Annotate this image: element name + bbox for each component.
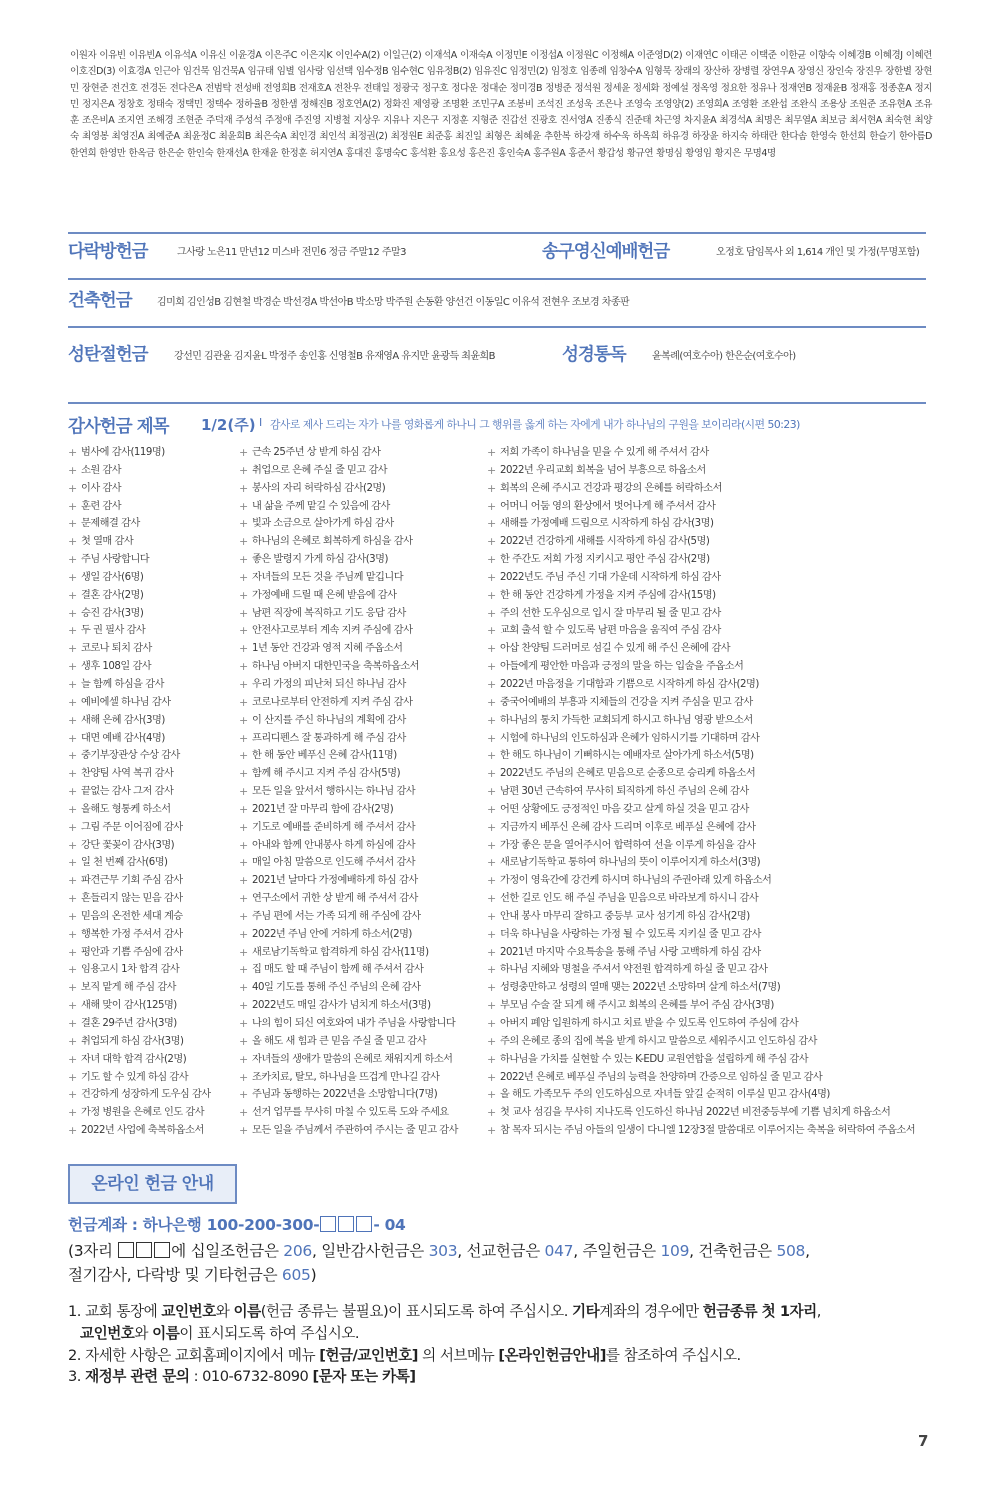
thanks-item: + 새해 맞이 감사(125명) [68,997,211,1015]
building-offering-title: 건축헌금 [68,291,132,311]
thanks-item: + 임용고시 1차 합격 감사 [68,961,211,979]
darakbang-offering-names: 그사랑 노은11 만년12 미스바 전민6 정금 주말12 주말3 [177,247,406,258]
building-label: , 건축헌금은 [689,1242,772,1260]
thanks-item: + 자녀들의 모든 것을 주님께 맡깁니다 [239,569,458,587]
note-segment: 교인번호 [80,1324,135,1342]
christmas-offering-names: 강선민 김관윤 김지윤L 박정주 송인홍 신영철B 유재영A 유지만 윤광득 최윤희B [174,351,495,362]
blank-box [118,1242,134,1258]
sunday-label: , 주일헌금은 [573,1242,656,1260]
thanks-item: + 자녀 대학 합격 감사(2명) [68,1051,211,1069]
thanks-list-col3 [487,444,915,1140]
thanks-item: + 안내 봉사 마무리 잘하고 중등부 교사 섬기게 하심 감사(2명) [487,908,915,926]
note-segment: : 010-6732-8090 [189,1368,313,1386]
thanks-verse: 감사로 제사 드리는 자가 나를 영화롭게 하나니 그 행위를 옳게 하는 자에게 내가 하나님의 구원을 보이리라(시편 50:23) [270,418,800,431]
thanks-list-col1 [68,444,211,1140]
thanks-item: + 한 주간도 저희 가정 지키시고 평안 주심 감사(2명) [487,551,915,569]
thanks-item: + 올 해도 새 힘과 큰 믿음 주실 줄 믿고 감사 [239,1033,458,1051]
thanks-item: + 코로나로부터 안전하게 지켜 주심 감사 [239,694,458,712]
thanks-item: + 모든 일을 앞서서 행하시는 하나님 감사 [239,783,458,801]
thanks-item: + 시험에 하나님의 인도하심과 은혜가 임하시기를 기대하며 감사 [487,730,915,748]
thanks-item: + 2021년 마지막 수요특송을 통해 주님 사랑 고백하게 하심 감사 [487,944,915,962]
thanks-item: + 2021년 날마다 가정예배하게 하심 감사 [239,872,458,890]
offering-account [68,1213,406,1235]
page-number: 7 [918,1432,929,1450]
thanks-item: + 부모님 수술 잘 되게 해 주시고 회복의 은혜를 부어 주심 감사(3명) [487,997,915,1015]
thanks-item: + 한 해도 하나님이 기뻐하시는 예배자로 살아가게 하소서(5명) [487,747,915,765]
note-segment: 의 서브메뉴 [417,1346,499,1364]
thanks-item: + 취업되게 하심 감사(3명) [68,1033,211,1051]
thanks-item: + 새해를 가정예배 드림으로 시작하게 하심 감사(3명) [487,515,915,533]
thanks-item: + 훈련 감사 [68,498,211,516]
thanks-item: + 올 해도 가족모두 주의 인도하심으로 자녀들 앞길 순적히 이루실 믿고 감사(4명) [487,1086,915,1104]
songgu-offering-text: 오정호 담임목사 외 1,614 개인 및 가정(무명포함) [716,247,920,258]
blank-box [338,1216,354,1232]
thanks-item: + 가정이 영육간에 강건케 하시며 하나님의 주권아래 있게 하옵소서 [487,872,915,890]
thanks-item: + 2022년도 매일 감사가 넘치게 하소서(3명) [239,997,458,1015]
thanks-item: + 아내와 함께 안내봉사 하게 하심에 감사 [239,837,458,855]
thanks-item: + 중기부장관상 수상 감사 [68,747,211,765]
thanks-item: + 찬양팀 사역 복귀 감사 [68,765,211,783]
thanks-item: + 새로남기독학교 합격하게 하심 감사(11명) [239,944,458,962]
thanks-item: + 범사에 감사(119명) [68,444,211,462]
thanks-item: + 아버지 폐암 입원하게 하시고 치료 받을 수 있도록 인도하여 주심에 감사 [487,1015,915,1033]
thanks-list-col2 [239,444,458,1140]
note-segment: [온라인헌금안내] [498,1346,606,1364]
divider [68,326,926,328]
thanks-item: + 생일 감사(6명) [68,569,211,587]
thanks-item: + 40일 기도를 통해 주신 주님의 은혜 감사 [239,979,458,997]
note-segment: [문자 또는 카톡] [312,1368,416,1386]
thanks-item: + 집 매도 할 때 주님이 함께 해 주셔서 감사 [239,961,458,979]
thanks-item: + 끝없는 감사 그저 감사 [68,783,211,801]
songgu-offering-title: 송구영신예배헌금 [542,242,670,262]
account-suffix: - 04 [373,1216,406,1234]
thanks-item: + 연구소에서 귀한 상 받게 해 주셔서 감사 [239,890,458,908]
thanks-item: + 조카치료, 탈모, 하나님을 뜨겁게 만나길 감사 [239,1069,458,1087]
note-line [68,1323,938,1345]
thanks-item: + 가정 병원을 은혜로 인도 감사 [68,1104,211,1122]
thanks-item: + 회복의 은혜 주시고 건강과 평강의 은혜를 허락하소서 [487,480,915,498]
thanks-item: + 아삽 찬양팀 드러머로 섬길 수 있게 해 주신 은혜에 감사 [487,640,915,658]
codes-mid: 에 십일조헌금은 [171,1242,279,1260]
thanks-item: + 한 해 동안 베푸신 은혜 감사(11명) [239,747,458,765]
thanks-item: + 결혼 감사(2명) [68,587,211,605]
thanks-item: + 함께 해 주시고 지켜 주심 감사(5명) [239,765,458,783]
note-segment: 재정부 관련 문의 [85,1368,190,1386]
building-offering-names: 김미희 김인성B 김현철 박경순 박선경A 박선아B 박소망 박주원 손동환 양선건 이동일C 이유석 전현우 조보경 차종판 [157,297,630,308]
blank-box [356,1216,372,1232]
thanks-item: + 주의 선한 도우심으로 입시 잘 마무리 될 줄 믿고 감사 [487,605,915,623]
thanks-item: + 예비에셀 하나님 감사 [68,694,211,712]
thanks-item: + 새해 은혜 감사(3명) [68,712,211,730]
thanks-item: + 프리디펜스 잘 통과하게 해 주심 감사 [239,730,458,748]
thanks-item: + 믿음의 온전한 세대 계승 [68,908,211,926]
note-segment: 헌금종류 첫 1자리 [702,1303,817,1320]
thanks-item: + 올해도 형통케 하소서 [68,801,211,819]
thanks-item: + 첫 교사 섬김을 무사히 지나도록 인도하신 하나님 2022년 비전중등부에 기쁨 넘치게 하옵소서 [487,1104,915,1122]
thanks-item: + 평안과 기쁨 주심에 감사 [68,944,211,962]
thanks-item: + 하나님을 가치를 실현할 수 있는 K-EDU 교원연합을 설립하게 해 주심 감사 [487,1051,915,1069]
thanks-item: + 대면 예배 감사(4명) [68,730,211,748]
thanks-item: + 어머니 어둠 영의 환상에서 벗어나게 해 주셔서 감사 [487,498,915,516]
tithe-code: 206 [283,1242,312,1260]
thanks-offering-date: 1/2(주) [201,416,256,434]
thanks-item: + 2022년 우리교회 회복을 넘어 부흥으로 하옵소서 [487,462,915,480]
thanks-item: + 남편 30년 근속하여 무사히 퇴직하게 하신 주님의 은혜 감사 [487,783,915,801]
thanks-item: + 결혼 29주년 감사(3명) [68,1015,211,1033]
thanks-item: + 코로나 퇴치 감사 [68,640,211,658]
note-segment: , [816,1303,821,1320]
note-segment: 를 참조하여 주십시오. [605,1346,741,1364]
thanks-item: + 주님 사랑합니다 [68,551,211,569]
thanks-item: + 기도 할 수 있게 하심 감사 [68,1069,211,1087]
thanks-item: + 파견근무 기회 주심 감사 [68,872,211,890]
note-segment: (헌금 종류는 불필요)이 표시되도록 하여 주십시오. [260,1303,573,1320]
thanks-item: + 행복한 가정 주셔서 감사 [68,926,211,944]
online-offering-box: 온라인 헌금 안내 [68,1164,237,1204]
thanks-item: + 저희 가족이 하나님을 믿을 수 있게 해 주셔서 감사 [487,444,915,462]
thanks-item: + 중국어예배의 부흥과 지체들의 건강을 지켜 주심을 믿고 감사 [487,694,915,712]
thanks-item: + 문제해결 감사 [68,515,211,533]
thanks-item: + 보직 맡게 해 주심 감사 [68,979,211,997]
thanks-item: + 어떤 상황에도 긍정적인 마음 갖고 살게 하실 것을 믿고 감사 [487,801,915,819]
thanks-item: + 기도로 예배를 준비하게 해 주셔서 감사 [239,819,458,837]
divider [68,402,926,404]
thanks-item: + 일 천 번째 감사(6명) [68,854,211,872]
note-segment: 3. [68,1368,86,1386]
mission-label: , 선교헌금은 [457,1242,540,1260]
thanks-item: + 2022년도 주님의 은혜로 믿음으로 순종으로 승리케 하옵소서 [487,765,915,783]
thanks-item: + 주님과 동행하는 2022년을 소망합니다(7명) [239,1086,458,1104]
thanks-item: + 2022년 마음정을 기대함과 기쁨으로 시작하게 하심 감사(2명) [487,676,915,694]
general-label: , 일반감사헌금은 [311,1242,424,1260]
thanks-item: + 취업으로 은혜 주실 줄 믿고 감사 [239,462,458,480]
seasonal-code: 605 [281,1266,311,1284]
thanks-item: + 모든 일을 주님께서 주관하여 주시는 줄 믿고 감사 [239,1122,458,1140]
note-line [68,1345,938,1367]
thanks-item: + 좋은 발령지 가게 하심 감사(3명) [239,551,458,569]
thanks-item: + 나의 힘이 되신 여호와여 내가 주님을 사랑합니다 [239,1015,458,1033]
thanks-item: + 첫 열매 감사 [68,533,211,551]
thanks-item: + 소원 감사 [68,462,211,480]
thanks-item: + 생후 108일 감사 [68,658,211,676]
thanks-item: + 이사 감사 [68,480,211,498]
thanks-item: + 새로남기독학교 통하여 하나님의 뜻이 이루어지게 하소서(3명) [487,854,915,872]
mission-code: 047 [544,1242,574,1260]
thanks-item: + 지금까지 베푸신 은혜 감사 드리며 이후로 베푸실 은혜에 감사 [487,819,915,837]
thanks-item: + 하나님 아버지 대한민국을 축복하옵소서 [239,658,458,676]
note-segment: 교인번호 [161,1303,216,1320]
blank-box [136,1242,152,1258]
note-segment: 2. 자세한 사항은 교회홈페이지에서 메뉴 [68,1346,320,1364]
thanks-item: + 하나님 지혜와 명철을 주셔서 약전원 합격하게 하실 줄 믿고 감사 [487,961,915,979]
account-prefix: 헌금계좌 : 하나은행 100-200-300- [68,1216,320,1234]
codes-intro: (3자리 [68,1242,113,1260]
thanks-item: + 성령충만하고 성령의 열매 맺는 2022년 소망하며 살게 하소서(7명) [487,979,915,997]
thanks-item: + 참 목자 되시는 주님 아들의 일생이 다니엘 12장3절 말씀대로 이루어지는 축복을 허락하여 주옵소서 [487,1122,915,1140]
thanks-item: + 2022년 사업에 축복하옵소서 [68,1122,211,1140]
bible-reading-names: 윤복례(여호수아) 한은순(여호수아) [652,351,796,362]
thanks-item: + 늘 함께 하심을 감사 [68,676,211,694]
thanks-item: + 2022년 건강하게 새해를 시작하게 하심 감사(5명) [487,533,915,551]
building-code: 508 [776,1242,806,1260]
thanks-item: + 내 삶을 주께 맡길 수 있음에 감사 [239,498,458,516]
offering-codes [68,1239,928,1287]
thanks-item: + 한 해 동안 건강하게 가정을 지켜 주심에 감사(15명) [487,587,915,605]
offering-names-list: 이원자 이유빈 이유빈A 이유석A 이유신 이윤경A 이은주C 이은지K 이인수A(2) 이일근(2) 이재석A 이재숙A 이정민E 이정섭A 이정원C 이정해A 이준영D(2) 이재연C 이태곤 이택준 이한균 이향숙 이혜경B 이혜경J 이혜련 이호진D(3) 이효경A 인근아 임건묵 임건묵A 임규태 임별 임사랑 임선택 임수정B 임수현C 임유정B(2) 임유진C 임정민(2) 임정호 임종례 임창수A 임형묵 장래의 장산하 장병렬 장연우A 장영신 장인숙 장진우 장한별 장현민 장현준 전건호 전경돈 전다은A 전범탁 전성배 전영희B 전재호A 전찬우 전태일 정광국 정구호 정다운 정대순 정미경B 정병준 정석원 정세윤 정세화 정예설 정옥영 정요한 정유나 정재연B 정재윤B 정재홍 정종훈A 정지민 정지은A 정창호 정태숙 정택민 정택수 정하율B 정한샘 정해진B 정호연A(2) 정화진 제영광 조명환 조민구A 조봉비 조석진 조성욱 조은나 조영숙 조영양(2) 조영희A 조영환 조완섭 조완식 조용상 조원준 조유현A 조유훈 조은비A 조지연 조해경 조현준 주덕재 주성석 주정애 주진영 지병철 지상우 지유나 지은구 지정훈 지형준 진갑선 진광호 진서영A 진종식 진준태 차근영 차지윤A 최경석A 최명은 최무열A 최보금 최서현A 최숙현 최양숙 최영봉 최영진A 최예준A 최윤정C 최윤희B 최은숙A 최인경 최인석 최정권(2) 최정원E 최준홍 최진일 최형은 최혜윤 추한복 하강재 하수욱 하옥희 하유경 하장윤 하지숙 하태란 한다솜 한영숙 한선희 한슬기 한아름D 한연희 한영만 한옥금 한은순 한인숙 한재선A 한재윤 한정훈 허지연A 홍대진 홍명숙C 홍석환 홍요성 홍은진 홍인숙A 홍주원A 홍준서 황갑성 황규연 황명심 황영임 황지은 무명4명 [70,50,933,159]
thanks-item: + 매일 아침 말씀으로 인도해 주셔서 감사 [239,854,458,872]
thanks-item: + 주님 편에 서는 가족 되게 해 주심에 감사 [239,908,458,926]
thanks-item: + 가정예배 드릴 때 은혜 받음에 감사 [239,587,458,605]
codes-end: ) [310,1266,317,1284]
thanks-item: + 승진 감사(3명) [68,605,211,623]
thanks-item: + 2022년도 주님 주신 기대 가운데 시작하게 하심 감사 [487,569,915,587]
thanks-item: + 2022년 은혜로 베푸실 주님의 능력을 찬양하며 간증으로 임하실 줄 믿고 감사 [487,1069,915,1087]
thanks-item: + 아들에게 평안한 마음과 긍정의 말을 하는 입술을 주옵소서 [487,658,915,676]
thanks-item: + 선거 업무를 무사히 마칠 수 있도록 도와 주세요 [239,1104,458,1122]
thanks-item: + 흔들리지 않는 믿음 감사 [68,890,211,908]
note-segment: 이름 [152,1324,180,1342]
blank-box [154,1242,170,1258]
note-segment: 계좌의 경우에만 [599,1303,703,1320]
thanks-item: + 빛과 소금으로 살아가게 하심 감사 [239,515,458,533]
note-segment: 와 [134,1324,153,1342]
thanks-item: + 남편 직장에 복직하고 기도 응답 감사 [239,605,458,623]
thanks-item: + 두 권 필사 감사 [68,622,211,640]
general-code: 303 [428,1242,458,1260]
online-offering-notes [68,1301,938,1388]
divider [68,278,926,280]
thanks-item: + 건강하게 성장하게 도우심 감사 [68,1086,211,1104]
note-line [68,1301,938,1323]
divider [68,232,926,234]
seasonal-label: 절기감사, 다락방 및 기타헌금은 [68,1266,278,1284]
note-segment: [헌금/교인번호] [319,1346,418,1364]
thanks-separator: I [259,416,263,429]
thanks-item: + 근속 25주년 상 받게 하심 감사 [239,444,458,462]
note-segment: 와 [215,1303,234,1320]
sunday-code: 109 [660,1242,690,1260]
thanks-item: + 강단 꽃꽂이 감사(3명) [68,837,211,855]
thanks-item: + 그림 주문 이어짐에 감사 [68,819,211,837]
thanks-item: + 하나님의 통치 가득한 교회되게 하시고 하나님 영광 받으소서 [487,712,915,730]
note-segment: 기타 [572,1303,600,1320]
note-segment: 1. 교회 통장에 [68,1303,162,1320]
christmas-offering-title: 성탄절헌금 [68,345,148,365]
thanks-item: + 1년 동안 건강과 영적 지혜 주옵소서 [239,640,458,658]
thanks-item: + 선한 길로 인도 해 주실 주님을 믿음으로 바라보게 하시니 감사 [487,890,915,908]
thanks-item: + 안전사고로부터 계속 지켜 주심에 감사 [239,622,458,640]
thanks-item: + 2022년 주님 안에 거하게 하소서(2명) [239,926,458,944]
thanks-item: + 2021년 잘 마무리 함에 감사(2명) [239,801,458,819]
note-segment: 이 표시되도록 하여 주십시오. [179,1324,360,1342]
darakbang-offering-title: 다락방헌금 [68,242,148,262]
bible-reading-title: 성경통독 [562,345,626,365]
note-line [68,1366,938,1388]
thanks-item: + 교회 출석 할 수 있도록 남편 마음을 움직여 주심 감사 [487,622,915,640]
thanks-item: + 이 산지를 주신 하나님의 계획에 감사 [239,712,458,730]
thanks-item: + 자녀들의 생애가 말씀의 은혜로 채워지게 하소서 [239,1051,458,1069]
blank-box [320,1216,336,1232]
thanks-item: + 가장 좋은 문을 열어주시어 합력하여 선을 이루게 하심을 감사 [487,837,915,855]
thanks-item: + 주의 은혜로 종의 집에 복을 받게 하시고 말씀으로 세워주시고 인도하심 감사 [487,1033,915,1051]
thanks-item: + 봉사의 자리 허락하심 감사(2명) [239,480,458,498]
thanks-item: + 우리 가정의 피난처 되신 하나님 감사 [239,676,458,694]
thanks-item: + 더욱 하나님을 사랑하는 가정 될 수 있도록 지키실 줄 믿고 감사 [487,926,915,944]
note-segment: 이름 [233,1303,261,1320]
comma: , [805,1242,810,1260]
thanks-offering-title: 감사헌금 제목 [68,417,169,437]
thanks-item: + 하나님의 은혜로 회복하게 하심을 감사 [239,533,458,551]
